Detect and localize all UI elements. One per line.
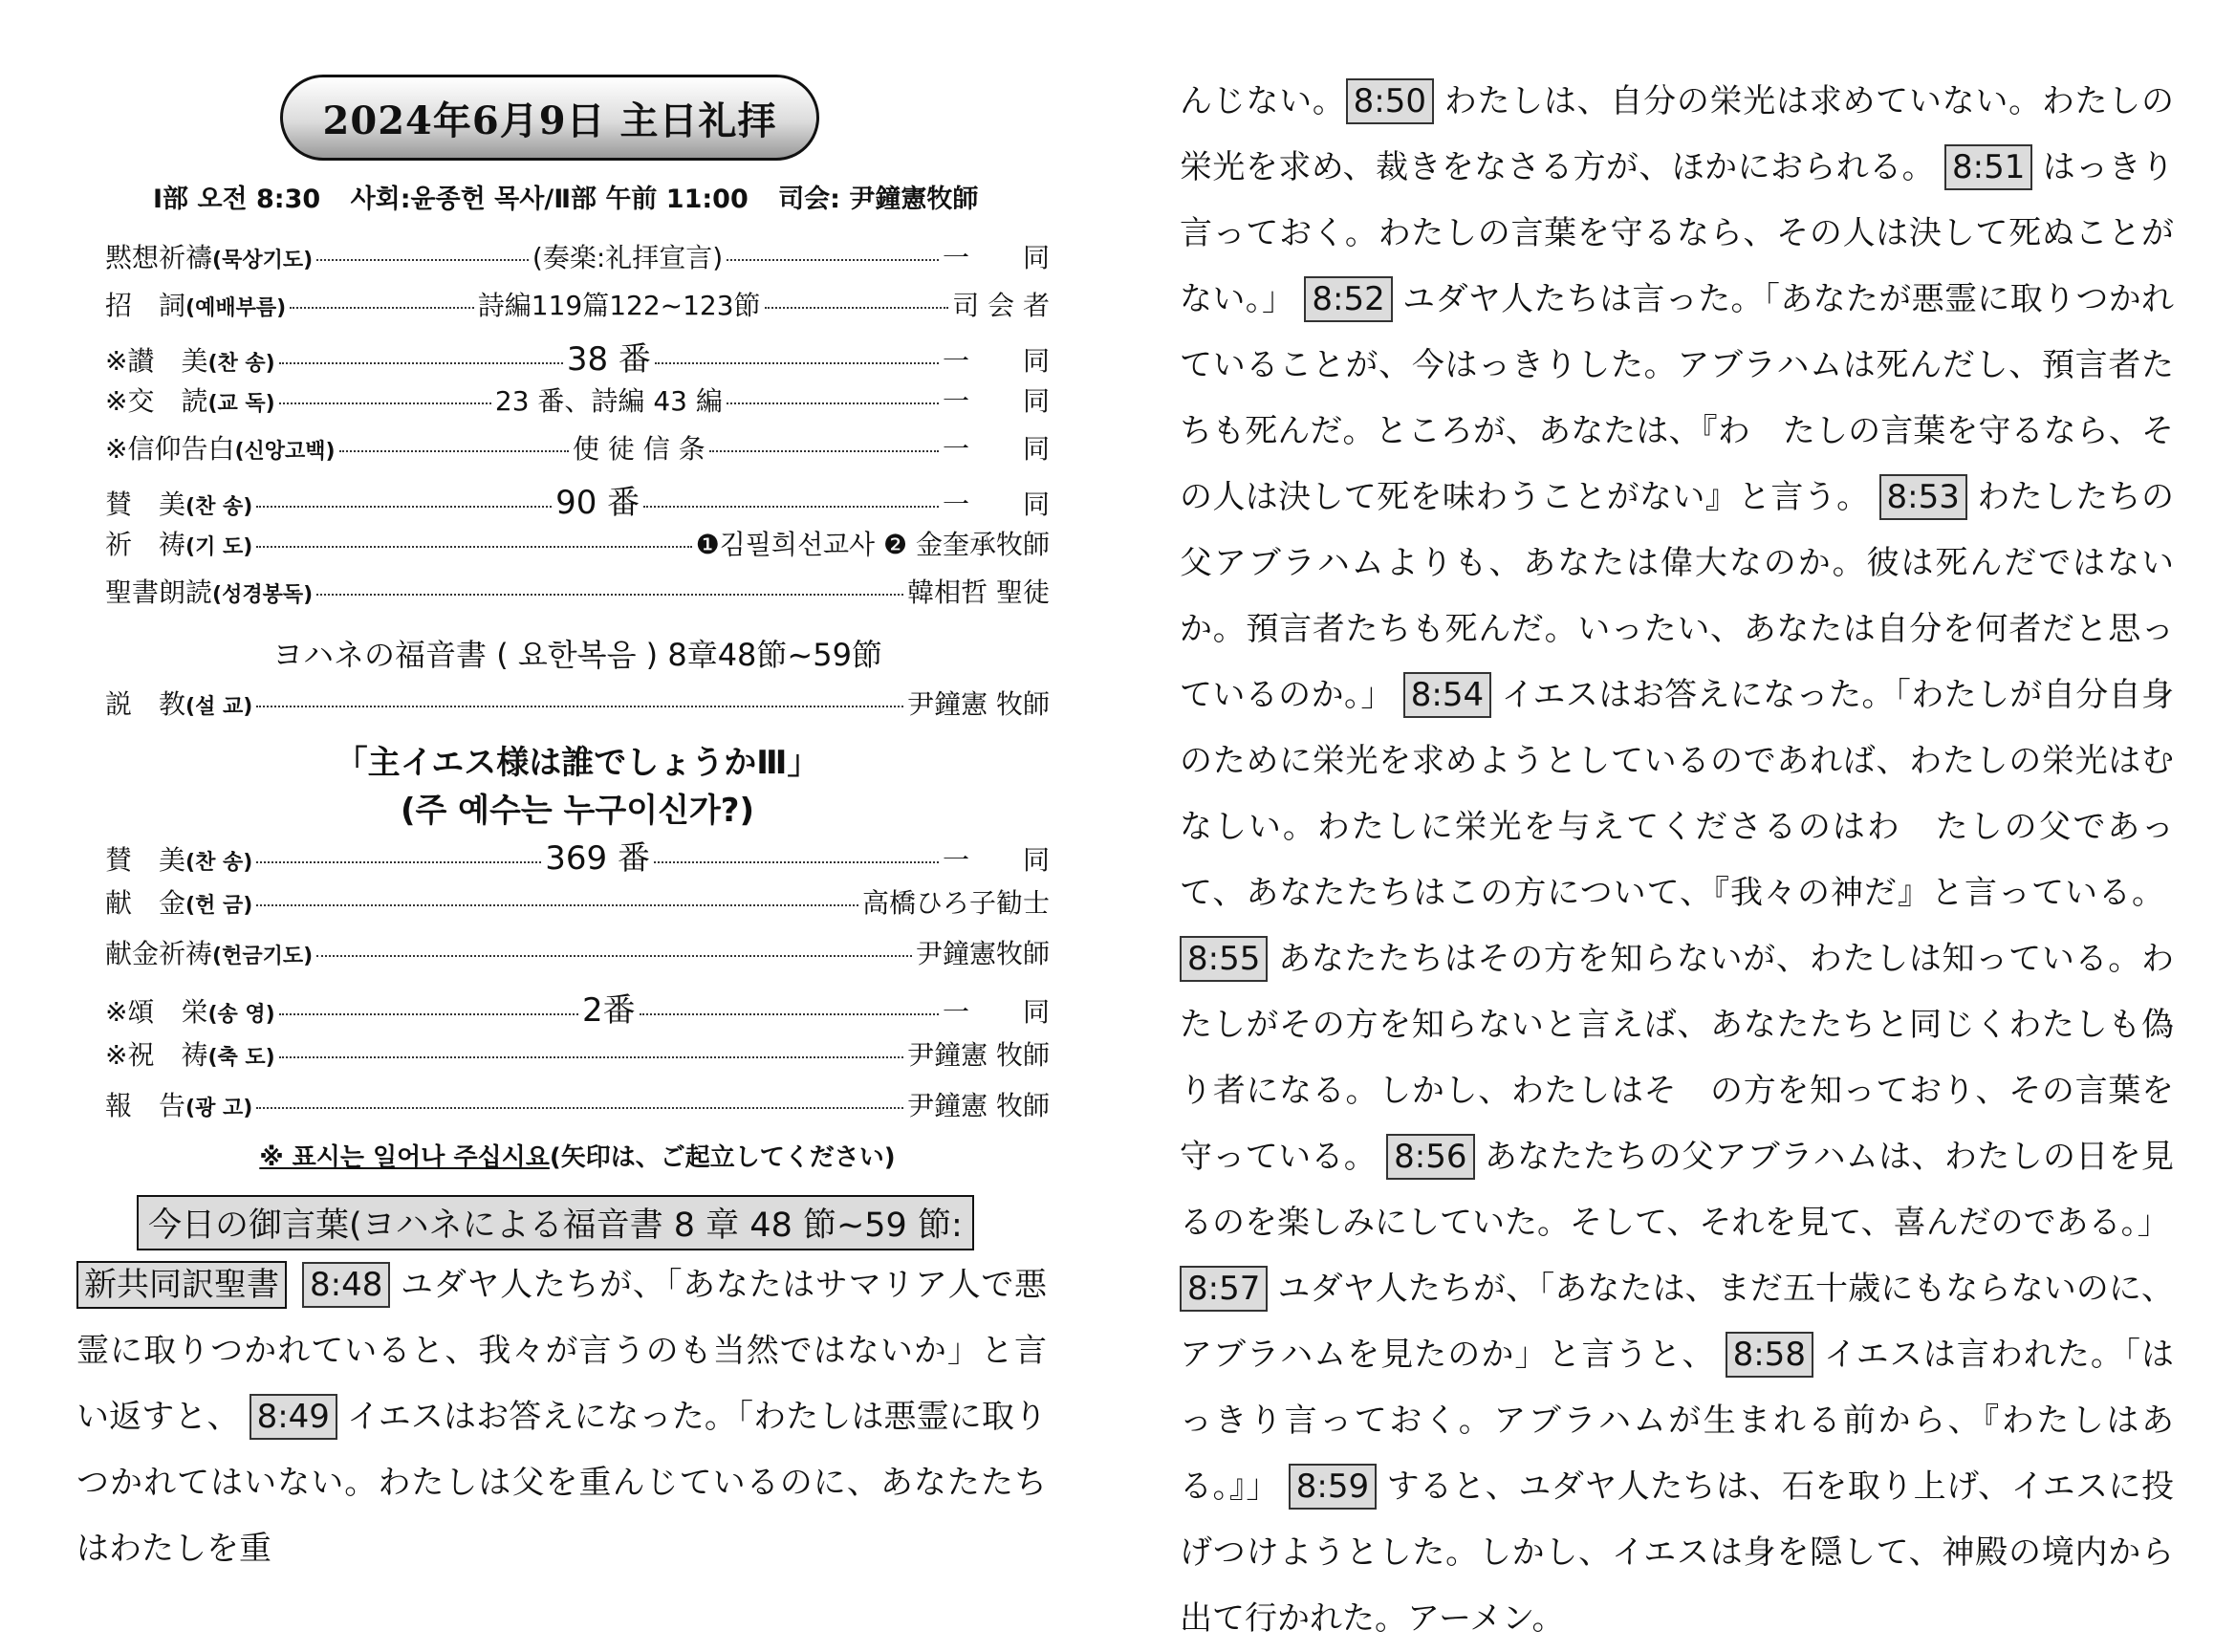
verse-text: すると、ユダヤ人たちは、石を取り上げ、イエスに投げつけようとした。しかし、イエスは身を隠して、神殿の境内から出て行かれた。アーメン。 [1180,1467,2174,1638]
order-label: 賛 美(찬 송) [105,489,253,520]
verses-right [1180,69,2174,1652]
verse-number: 8:48 [302,1262,390,1308]
leader-dots [654,861,939,863]
verse-number: 8:59 [1289,1464,1377,1510]
verses-left [76,1252,1047,1582]
service-meta [153,178,1013,215]
scripture-reference: ヨハネの福音書 ( 요한복음 ) 8章48節~59節 [272,637,882,673]
order-leader: 尹鐘憲牧師 [915,938,1050,969]
order-row [105,476,1051,522]
leader-dots [279,362,563,364]
part1-time: Ⅰ部 오전 8:30 [153,185,321,214]
verse-text: イエスはお答えになった。「わたしは悪霊に取りつかれてはいない。わたしは父を重んじているのに、あなたたちはわたしを重 [76,1398,1048,1568]
leader-dots [256,904,858,906]
order-leader: 司 会 者 [952,290,1050,321]
verse-text: イエスは言われた。「はっきり言っておく。アブラハムが生まれる前から、『わたしはある。』」 [1180,1336,2174,1506]
verse-number: 8:55 [1180,936,1268,982]
leader-dots [316,259,529,261]
order-label: ※信仰告白(신앙고백) [105,433,336,465]
verse-number: 8:51 [1944,144,2032,190]
verse-text: イエスはお答えになった。「わたしが自分自身のために栄光を求めようとしているのであれば、わたしの栄光はむなしい。わたしに栄光を与えてくださるのはわ たしの父であって、あなたたちはこの方について、『我々の神だ』と言っている。 [1180,676,2174,912]
leader-dots [256,861,541,863]
leader-dots [727,402,939,404]
order-label: ※頌 栄(송 영) [105,996,275,1028]
order-row [105,285,1050,323]
order-label: 黙想祈禱(묵상기도) [105,242,314,273]
right-page [1118,0,2236,1638]
verse-number: 8:53 [1879,474,1967,520]
standing-note-ko: ※ 표시는 일어나 주십시요 [259,1143,550,1172]
order-leader: 一 同 [942,345,1050,377]
left-page [0,0,1118,1581]
order-label: 祈 祷(기 도) [105,529,253,560]
order-label: 献 金(헌 금) [105,887,253,919]
leader-dots [256,1107,903,1109]
verse-text: あなたたちはその方を知らないが、わたしは知っている。わたしがその方を知らないと言えば、あなたたちと同じくわたしも偽り者になる。しかし、わたしはそ の方を知っており、その言葉を守っている。 [1180,940,2174,1176]
verse-number: 8:50 [1346,78,1434,124]
leader-dots [279,402,491,404]
order-leader: 一 同 [943,844,1051,876]
verse-number: 8:56 [1386,1134,1474,1180]
verse-number: 8:52 [1304,276,1392,322]
order-leader: 韓相哲 聖徒 [907,576,1050,608]
leader-dots [709,450,939,452]
order-label: 報 告(광 고) [105,1090,253,1121]
leader-dots [727,259,939,261]
order-leader: 一 同 [942,433,1050,465]
verse-text: ユダヤ人たちが、「あなたはサマリア人で悪霊に取りつかれていると、我々が言うのも当然ではないか」と言い返すと、 [76,1266,1047,1436]
leader-dots [290,307,474,309]
order-item: 90 番 [555,484,640,522]
leader-dots [339,450,569,452]
order-leader: 一 同 [943,385,1051,417]
standing-note [105,1138,1050,1173]
order-label: ※交 読(교 독) [105,385,275,417]
order-leader: ❶김필희선교사 ❷ 金奎承牧師 [695,529,1050,560]
order-leader: 一 同 [942,996,1050,1028]
order-row [105,237,1050,275]
bible-version-tag: 新共同訳聖書 [76,1261,287,1309]
order-label: 聖書朗読(성경봉독) [105,576,314,608]
leader-dots [279,1056,903,1058]
order-leader: 一 同 [943,242,1051,273]
order-leader: 尹鐘憲 牧師 [907,688,1050,720]
order-item: 38 番 [566,340,651,379]
verse-number: 8:57 [1180,1266,1268,1312]
order-row [105,333,1050,379]
leader-dots [655,362,939,364]
leader-dots [643,506,939,508]
verse-text: わたしたちの父アブラハムよりも、あなたは偉大なのか。彼は死んだではないか。預言者たちも死んだ。いったい、あなたは自分を何者だと思っているのか。」 [1180,478,2175,714]
order-label: 説 教(설 교) [105,688,253,720]
leader-dots [316,594,903,596]
order-label: ※讃 美(찬 송) [105,345,275,377]
verse-continuation: んじない。 [1180,82,1346,120]
order-label: 献金祈祷(헌금기도) [105,938,314,969]
leader-dots [640,1013,939,1015]
sermon-title-ja: 「主イエス様は誰でしょうかⅢ」 [335,744,820,782]
order-row [105,1034,1050,1073]
order-item: 2番 [582,991,636,1030]
order-leader: 尹鐘憲 牧師 [907,1090,1050,1121]
order-item: 詩編119篇122~123節 [477,290,761,321]
verse-text: あなたたちの父アブラハムは、わたしの日を見るのを楽しみにしていた。そして、それを見て、喜んだのである。」 [1180,1138,2175,1242]
verse-number: 8:49 [250,1394,337,1440]
order-row [105,428,1050,467]
order-row [105,380,1050,419]
leader-dots [765,307,949,309]
sermon-title-ko: (주 예수는 누구이신가?) [400,792,755,830]
verse-number: 8:58 [1726,1332,1813,1378]
order-label: ※祝 祷(축 도) [105,1039,275,1071]
standing-note-ja: (矢印は、ご起立してください) [549,1143,896,1172]
order-label: 賛 美(찬 송) [105,844,253,876]
leader-dots [316,955,912,957]
order-row [105,524,1050,562]
leader-dots [256,506,552,508]
presider-part2: 司会: 尹鐘憲牧師 [778,185,979,214]
order-row [105,832,1051,878]
verse-text: ユダヤ人たちは言った。「あなたが悪霊に取りつかれていることが、今はっきりした。アブラハムは死んだし、預言者たちも死んだ。ところが、あなたは、『わ たしの言葉を守るなら、その人は決して死を味わうことがない』と言う。 [1180,280,2175,516]
verse-number: 8:54 [1403,672,1491,718]
verse-text: わたしは、自分の栄光は求めていない。わたしの栄光を求め、裁きをなさる方が、ほかにおられる。 [1180,82,2175,186]
order-leader: 高橋ひろ子勧士 [861,887,1050,919]
order-item: 使 徒 信 条 [572,433,706,465]
leader-dots [279,1013,578,1015]
order-row [105,1085,1050,1123]
order-label: 招 詞(예배부름) [105,290,287,321]
verse-text: ユダヤ人たちが、「あなたは、まだ五十歳にもならないのに、アブラハムを見たのか」と言うと、 [1180,1270,2174,1374]
presider-part1: 사회:윤종헌 목사/Ⅱ部 午前 11:00 [350,185,749,214]
leader-dots [256,546,691,548]
service-title: 2024年6月9日 主日礼拝 [280,75,819,161]
order-row [105,984,1050,1030]
order-item: (奏楽:礼拝宣言) [532,242,724,273]
verse-text: はっきり言っておく。わたしの言葉を守るなら、その人は決して死ぬことがない。」 [1180,148,2175,318]
order-leader: 一 同 [943,489,1051,520]
todays-word-heading: 今日の御言葉(ヨハネによる福音書 8 章 48 節~59 節: [137,1195,974,1250]
order-row [105,933,1050,971]
leader-dots [256,706,903,707]
order-row-sermon [105,684,1050,722]
order-row [105,572,1050,610]
order-item: 23 番、詩編 43 編 [494,385,723,417]
order-row [105,882,1050,921]
order-item: 369 番 [545,839,650,878]
order-leader: 尹鐘憲 牧師 [907,1039,1050,1071]
